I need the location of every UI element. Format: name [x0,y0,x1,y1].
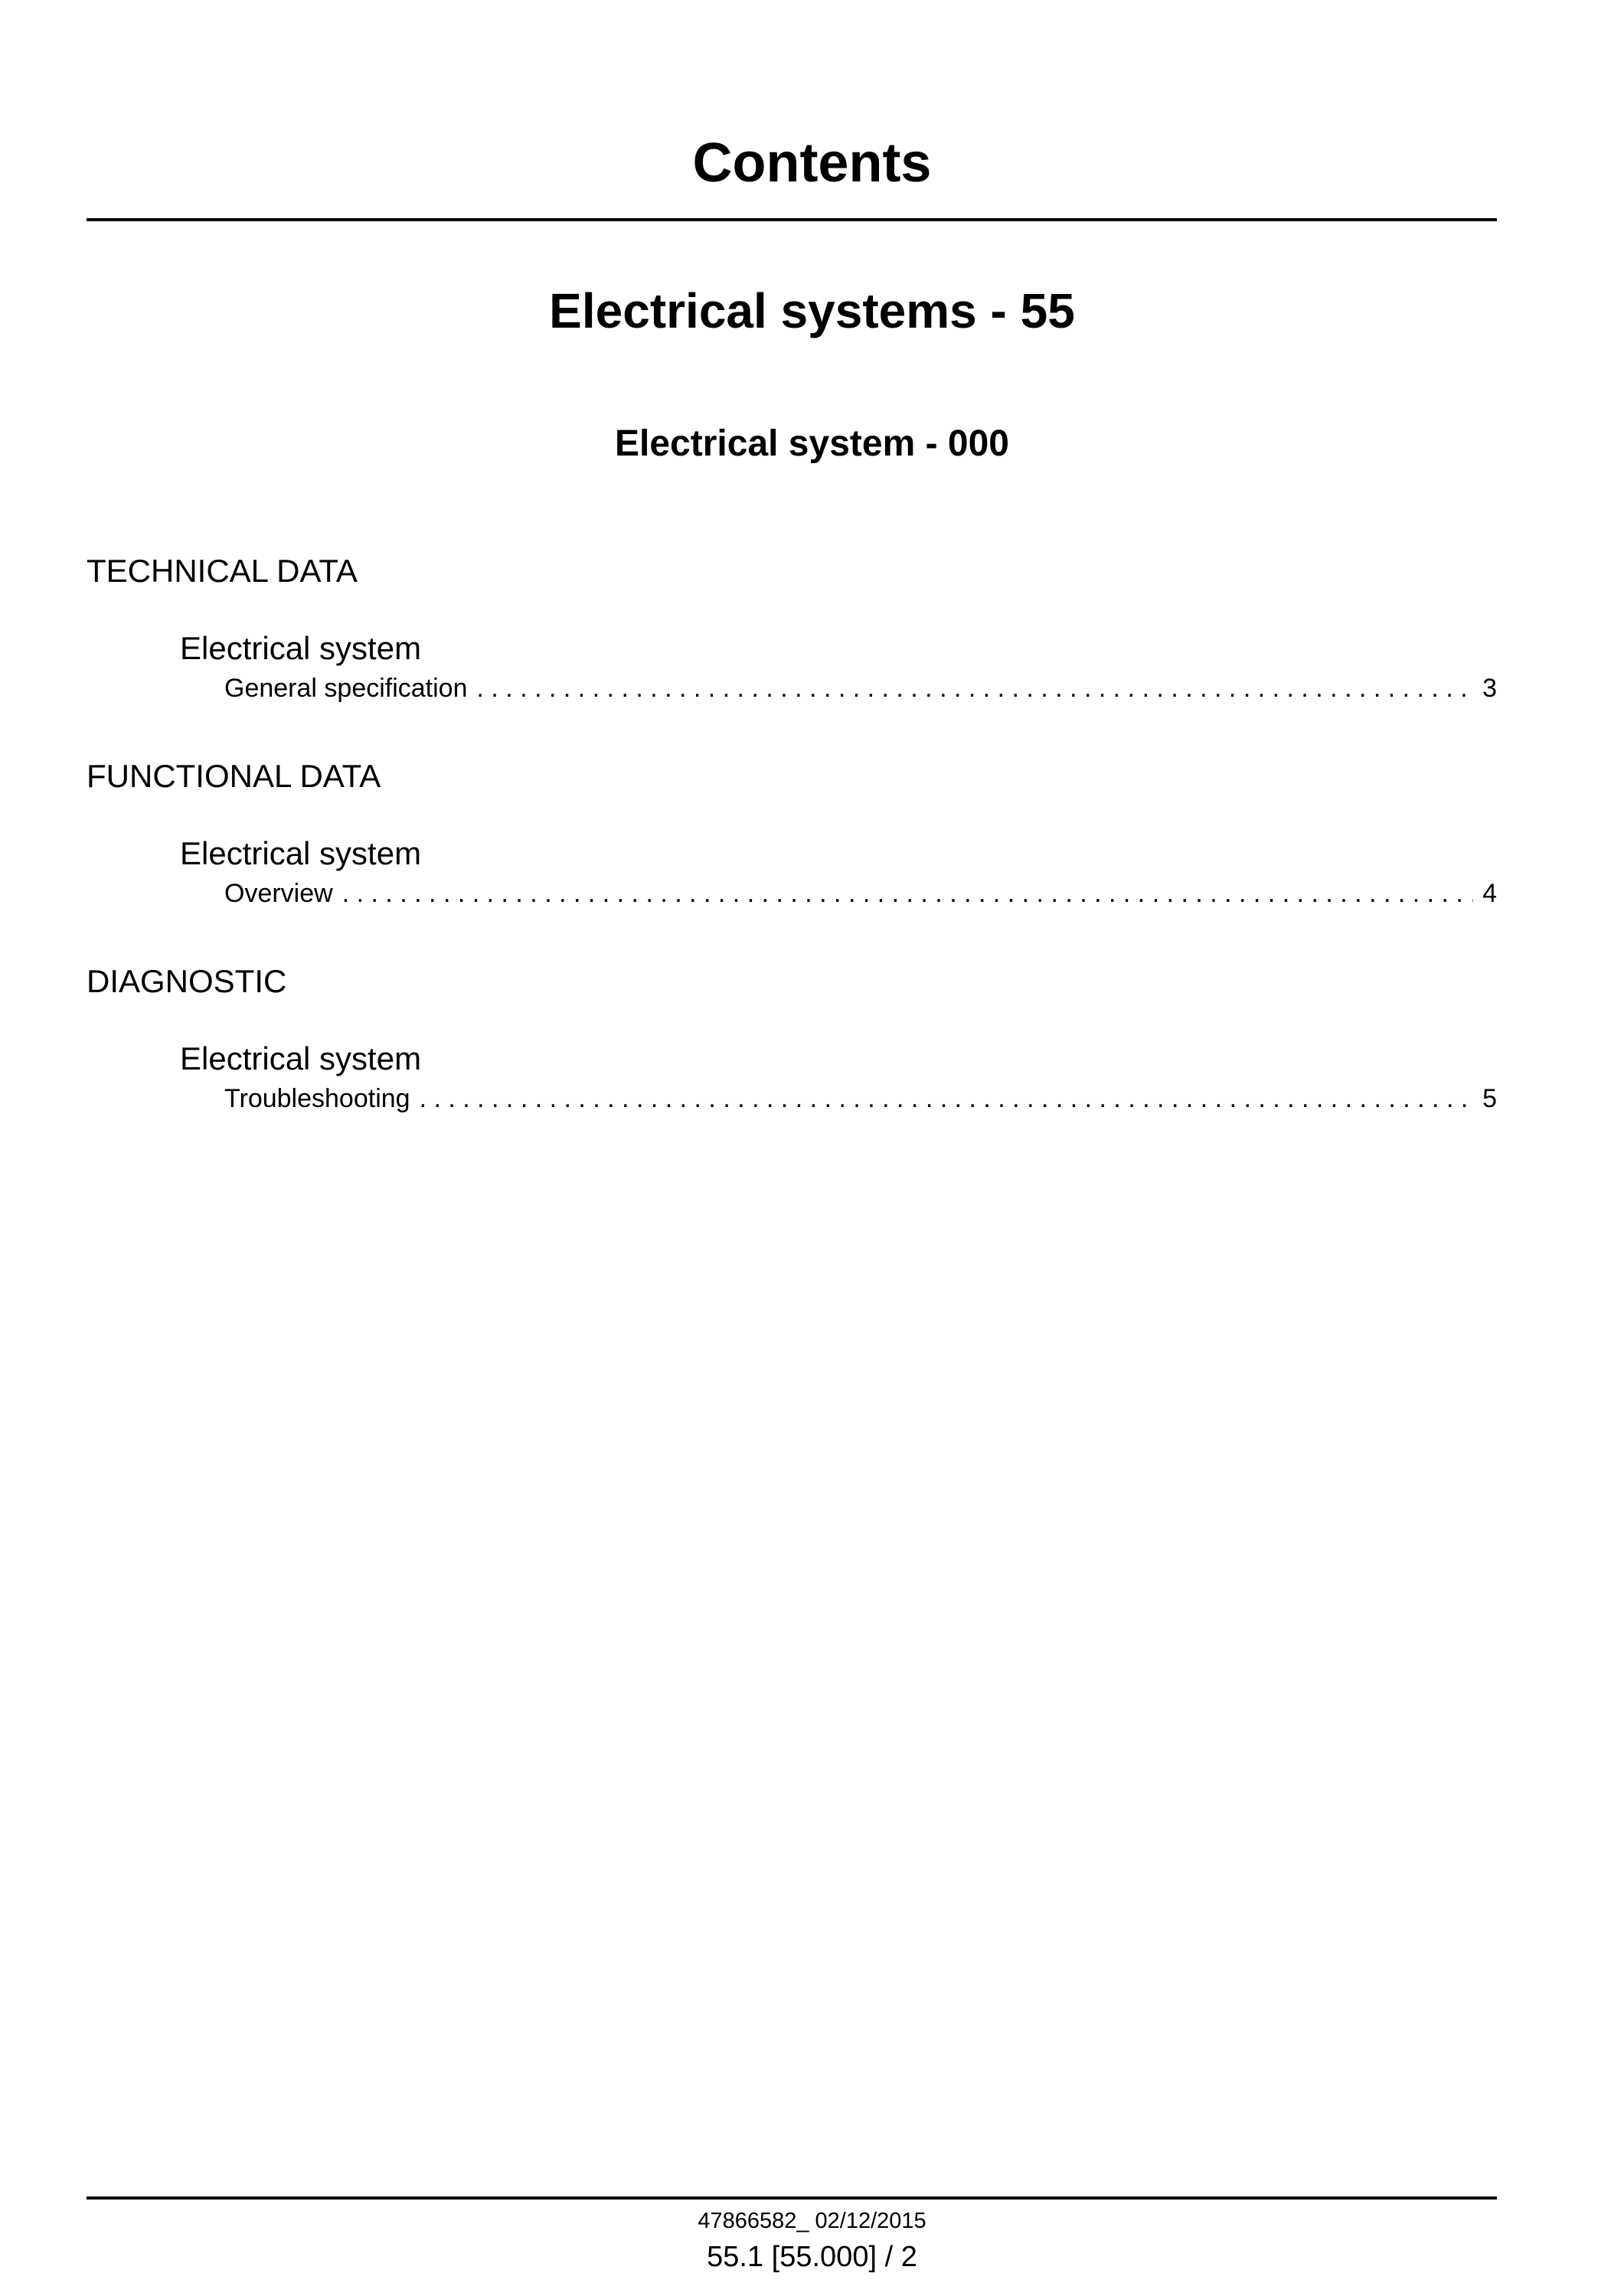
footer-page-reference: 55.1 [55.000] / 2 [707,2241,917,2273]
toc-entry-page-number: 4 [1482,879,1497,908]
toc-entry-label: Troubleshooting [224,1084,410,1113]
toc-entry-troubleshooting[interactable] [224,1083,1497,1115]
footer-document-reference: 47866582_ 02/12/2015 [698,2209,926,2233]
page-title: Contents [692,132,932,194]
toc-entry-overview[interactable] [224,877,1497,910]
toc-entry-label: Overview [224,879,333,908]
section-title: Electrical system - 000 [615,423,1009,464]
dot-leader [477,672,1474,704]
top-divider [87,218,1497,221]
toc-entry-page-number: 3 [1482,674,1497,703]
category-heading: DIAGNOSTIC [87,963,287,999]
chapter-title: Electrical systems - 55 [549,283,1075,338]
toc-entry-label: General specification [224,674,468,703]
subsection-heading: Electrical system [180,1040,422,1076]
toc-entry-general-specification[interactable] [224,672,1497,704]
dot-leader [420,1083,1474,1115]
subsection-heading: Electrical system [180,630,422,666]
toc-entry-page-number: 5 [1482,1084,1497,1113]
category-heading: FUNCTIONAL DATA [87,758,381,794]
subsection-heading: Electrical system [180,835,422,871]
dot-leader [342,877,1473,910]
bottom-divider [87,2196,1497,2200]
category-heading: TECHNICAL DATA [87,553,358,589]
